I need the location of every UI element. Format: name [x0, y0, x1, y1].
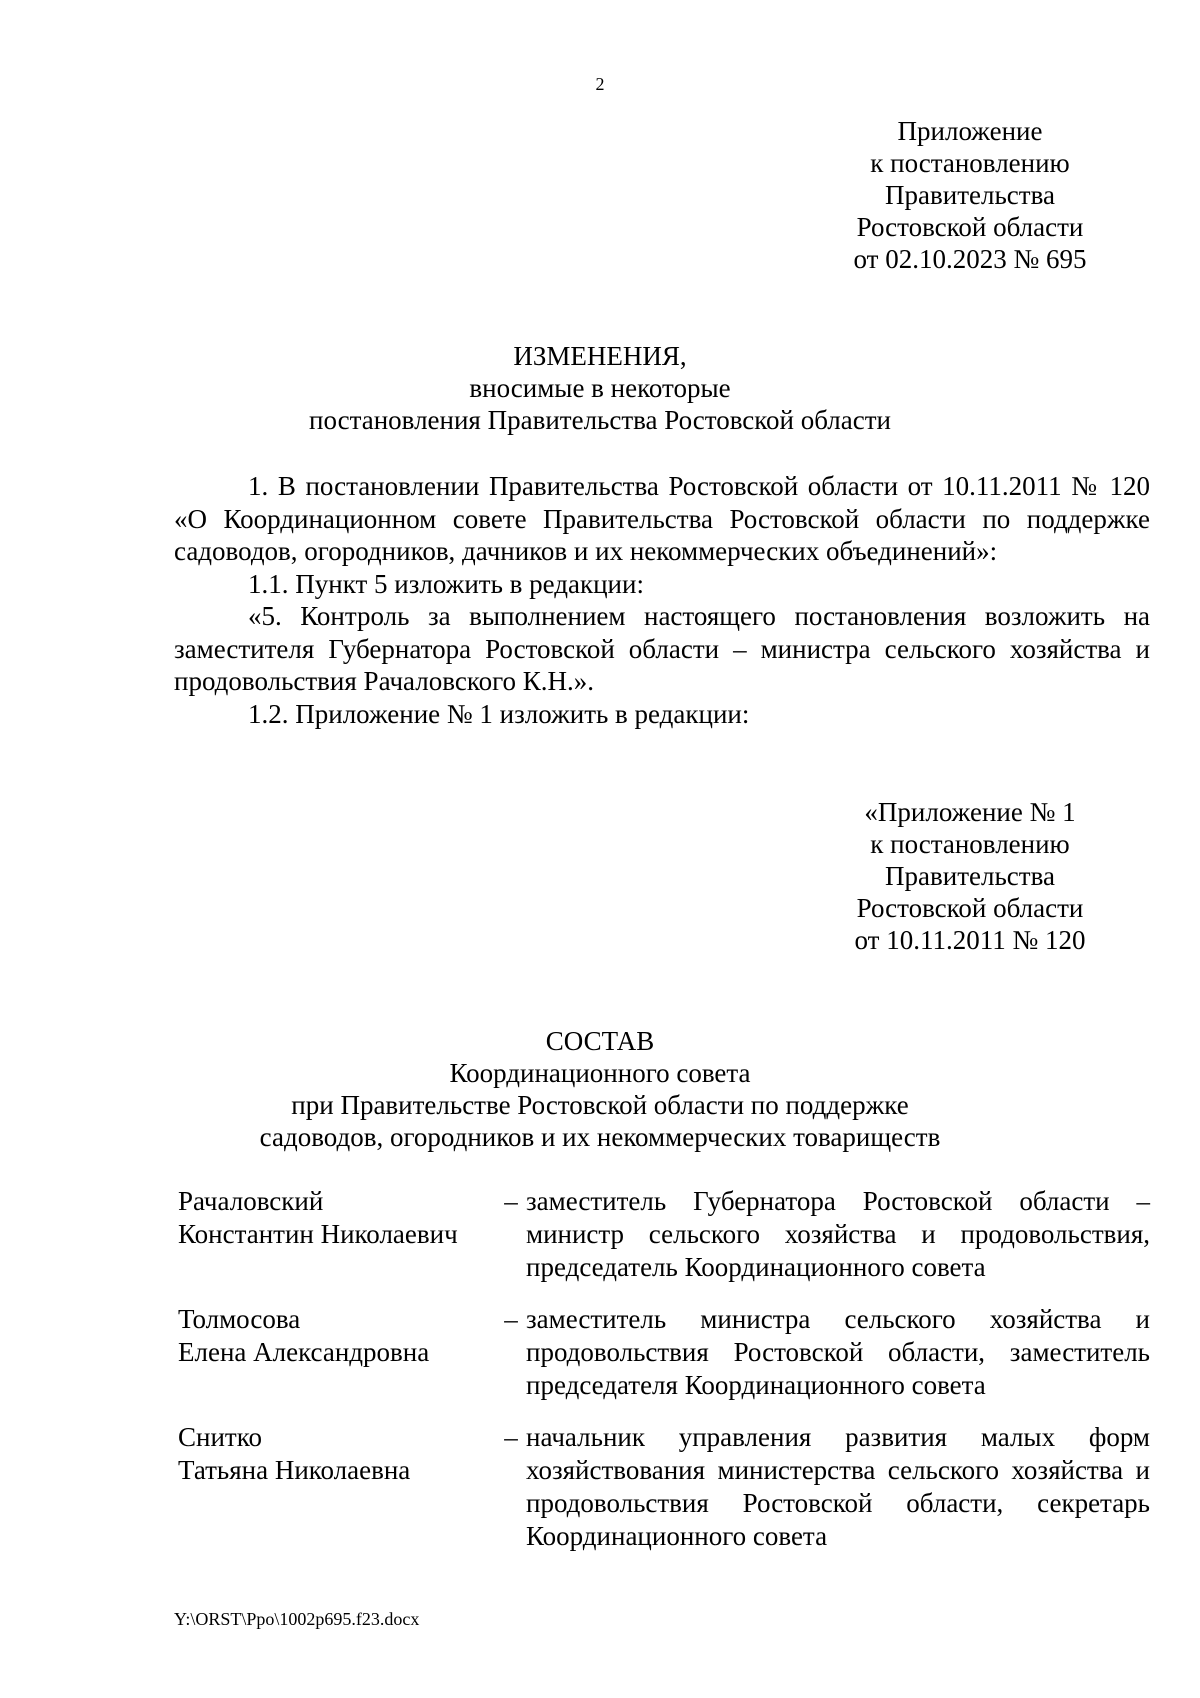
member-name: [178, 1185, 496, 1284]
member-surname: Рачаловский: [178, 1186, 324, 1216]
member-surname: Снитко: [178, 1422, 262, 1452]
composition-heading: [0, 1025, 1200, 1153]
appendix-line: Ростовской области: [856, 893, 1084, 923]
appendix-line: от 02.10.2023 № 695: [853, 244, 1087, 274]
paragraph: 1.1. Пункт 5 изложить в редакции:: [248, 568, 644, 599]
members-list: [178, 1185, 1150, 1572]
appendix-line: Правительства: [885, 861, 1055, 891]
footer-file-path: Y:\ORST\Ppo\1002p695.f23.docx: [174, 1609, 420, 1629]
member-dash: –: [504, 1422, 518, 1452]
appendix-line: Ростовской области: [856, 212, 1084, 242]
member-role: начальник управления развития малых форм хозяйствования министерства сельского хозяйства и продовольствия Ростовской области, секретарь Координационного совета: [526, 1422, 1150, 1551]
appendix-line: к постановлению: [870, 148, 1070, 178]
paragraph: 1. В постановлении Правительства Ростовской области от 10.11.2011 № 120 «О Координационном совете Правительства Ростовской области по поддержке садоводов, огородников, дачников и их некоммерческих объединений»:: [174, 471, 1150, 566]
page-number: 2: [595, 74, 605, 94]
composition-title: СОСТАВ: [545, 1026, 655, 1056]
member-name: [178, 1421, 496, 1553]
member-role: заместитель министра сельского хозяйства и продовольствия Ростовской области, заместитель председателя Координационного совета: [526, 1304, 1150, 1400]
composition-subtitle: при Правительстве Ростовской области по поддержке: [291, 1090, 909, 1120]
composition-subtitle: садоводов, огородников и их некоммерческих товариществ: [259, 1122, 941, 1152]
member-given-names: Константин Николаевич: [178, 1219, 458, 1249]
member-dash: –: [504, 1186, 518, 1216]
member-row: [178, 1421, 1150, 1553]
appendix-line: Приложение: [897, 116, 1043, 146]
member-row: [178, 1185, 1150, 1284]
changes-heading: [0, 340, 1200, 436]
appendix-header: [820, 115, 1120, 275]
member-role: заместитель Губернатора Ростовской области – министр сельского хозяйства и продовольствия, председатель Координационного совета: [526, 1186, 1150, 1282]
appendix-line: от 10.11.2011 № 120: [854, 925, 1086, 955]
member-surname: Толмосова: [178, 1304, 301, 1334]
changes-subtitle: вносимые в некоторые: [469, 373, 731, 403]
changes-title: ИЗМЕНЕНИЯ,: [513, 341, 687, 371]
changes-subtitle: постановления Правительства Ростовской области: [309, 405, 891, 435]
member-name: [178, 1303, 496, 1402]
member-row: [178, 1303, 1150, 1402]
paragraph: «5. Контроль за выполнением настоящего постановления возложить на заместителя Губернатора Ростовской области – министра сельского хозяйства и продовольствия Рачаловского К.Н.».: [174, 601, 1150, 696]
member-dash: –: [504, 1304, 518, 1334]
member-given-names: Елена Александровна: [178, 1337, 430, 1367]
appendix-line: «Приложение № 1: [864, 797, 1076, 827]
composition-subtitle: Координационного совета: [449, 1058, 751, 1088]
appendix-line: к постановлению: [870, 829, 1070, 859]
document-body: [174, 470, 1150, 730]
member-given-names: Татьяна Николаевна: [178, 1455, 411, 1485]
appendix-line: Правительства: [885, 180, 1055, 210]
appendix-new-header: [820, 796, 1120, 956]
paragraph: 1.2. Приложение № 1 изложить в редакции:: [248, 698, 750, 729]
